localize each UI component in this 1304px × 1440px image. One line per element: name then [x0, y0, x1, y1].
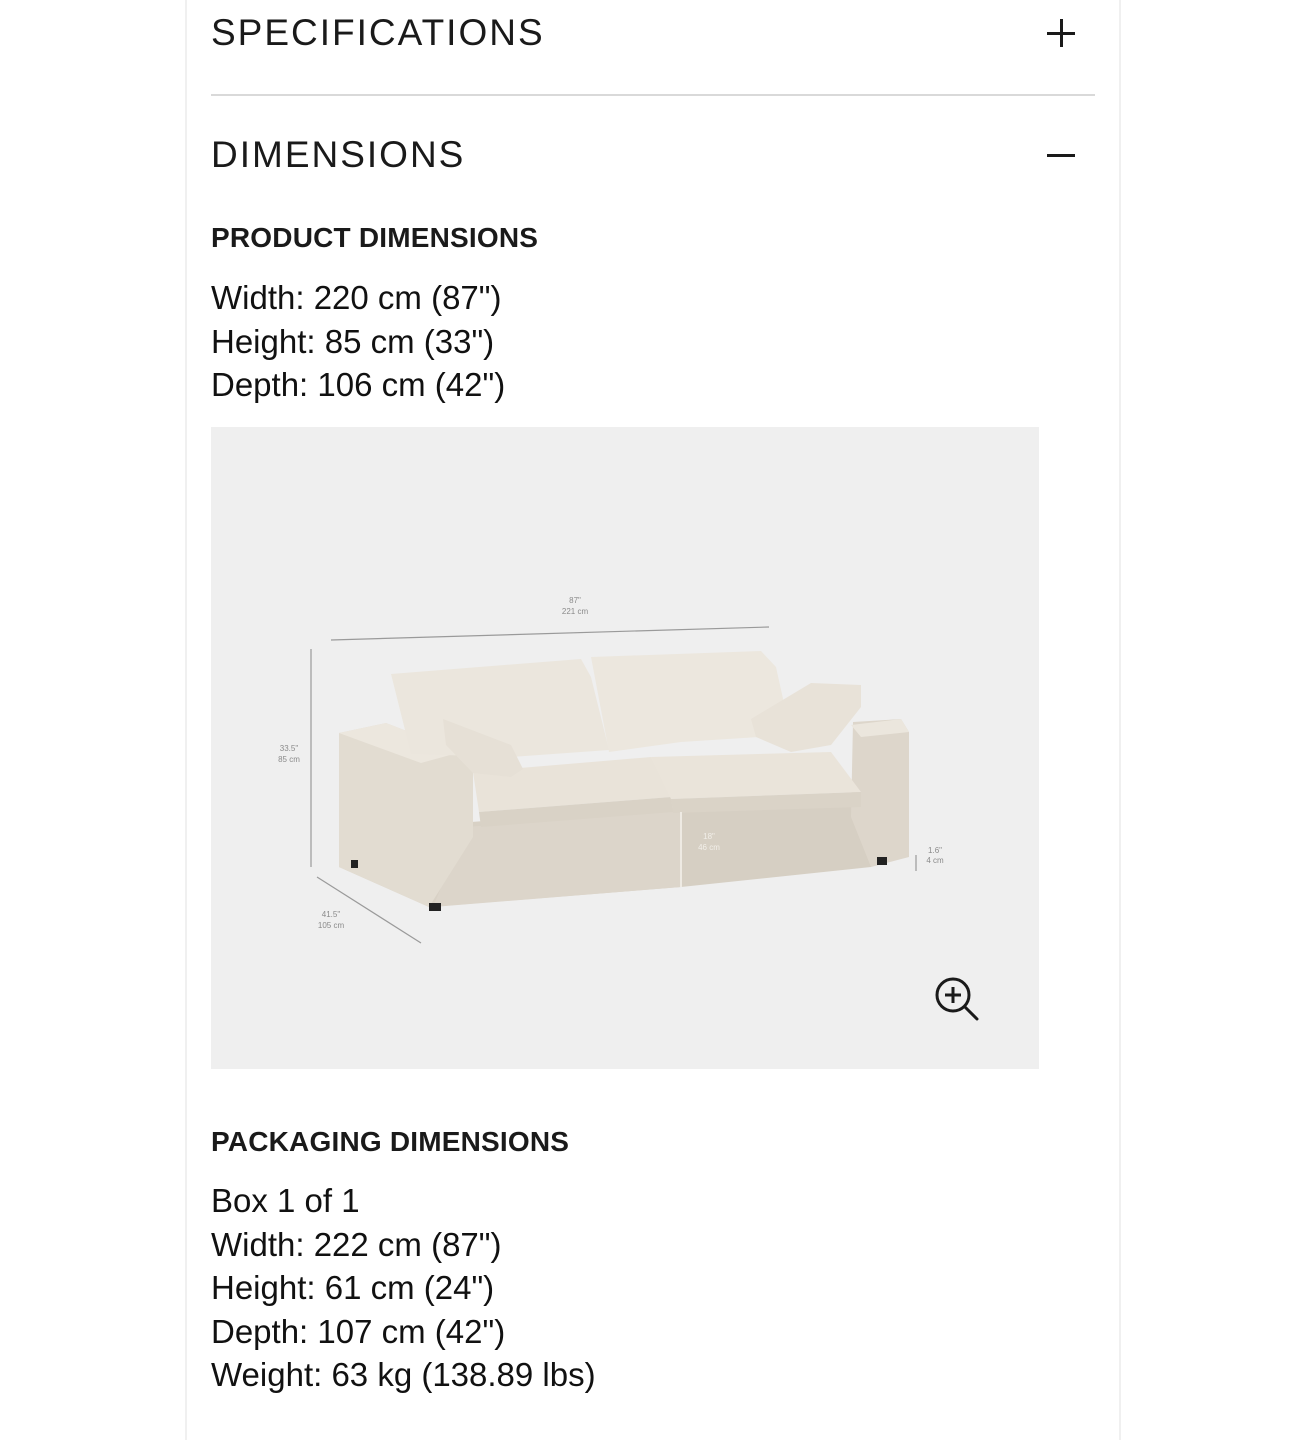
- minus-icon[interactable]: [1041, 135, 1081, 175]
- product-dimensions-title: PRODUCT DIMENSIONS: [211, 222, 539, 253]
- packaging-depth: Depth: 107 cm (42"): [211, 1312, 506, 1350]
- packaging-box-count: Box 1 of 1: [211, 1182, 360, 1219]
- width-label-in: 87": [569, 596, 581, 605]
- sofa-illustration: [211, 427, 1039, 1069]
- zoom-in-icon[interactable]: [931, 973, 985, 1027]
- width-label-cm: 221 cm: [561, 607, 589, 616]
- height-label-in: 33.5": [279, 744, 299, 753]
- accordion-divider: [211, 94, 1095, 96]
- product-depth: Depth: 106 cm (42"): [211, 366, 506, 403]
- height-label-cm: 85 cm: [278, 755, 300, 764]
- leg-label-in: 1.6": [928, 846, 942, 855]
- plus-icon[interactable]: [1041, 13, 1081, 53]
- depth-label-cm: 105 cm: [317, 921, 345, 930]
- packaging-weight: Weight: 63 kg (138.89 lbs): [211, 1356, 596, 1393]
- accordion-specifications-title: SPECIFICATIONS: [211, 12, 545, 53]
- product-width: Width: 220 cm (87"): [211, 279, 502, 316]
- packaging-height: Height: 61 cm (24"): [211, 1269, 495, 1306]
- dimension-diagram-image[interactable]: [211, 427, 1039, 1069]
- depth-label-in: 41.5": [321, 910, 341, 919]
- accordion-dimensions[interactable]: [211, 132, 1095, 178]
- product-dimensions-list: [211, 276, 505, 407]
- accordion-specifications[interactable]: [211, 10, 1095, 56]
- packaging-width: Width: 222 cm (87"): [211, 1225, 502, 1263]
- sofa: [339, 651, 909, 911]
- product-height: Height: 85 cm (33"): [211, 322, 495, 360]
- accordion-dimensions-title: DIMENSIONS: [211, 134, 466, 175]
- seat-label-cm: 46 cm: [698, 843, 720, 852]
- packaging-dimensions-title: PACKAGING DIMENSIONS: [211, 1126, 570, 1157]
- packaging-dimensions-list: [211, 1179, 596, 1397]
- seat-label-in: 18": [703, 832, 715, 841]
- leg-label-cm: 4 cm: [926, 856, 944, 865]
- product-details-panel: [185, 0, 1121, 1440]
